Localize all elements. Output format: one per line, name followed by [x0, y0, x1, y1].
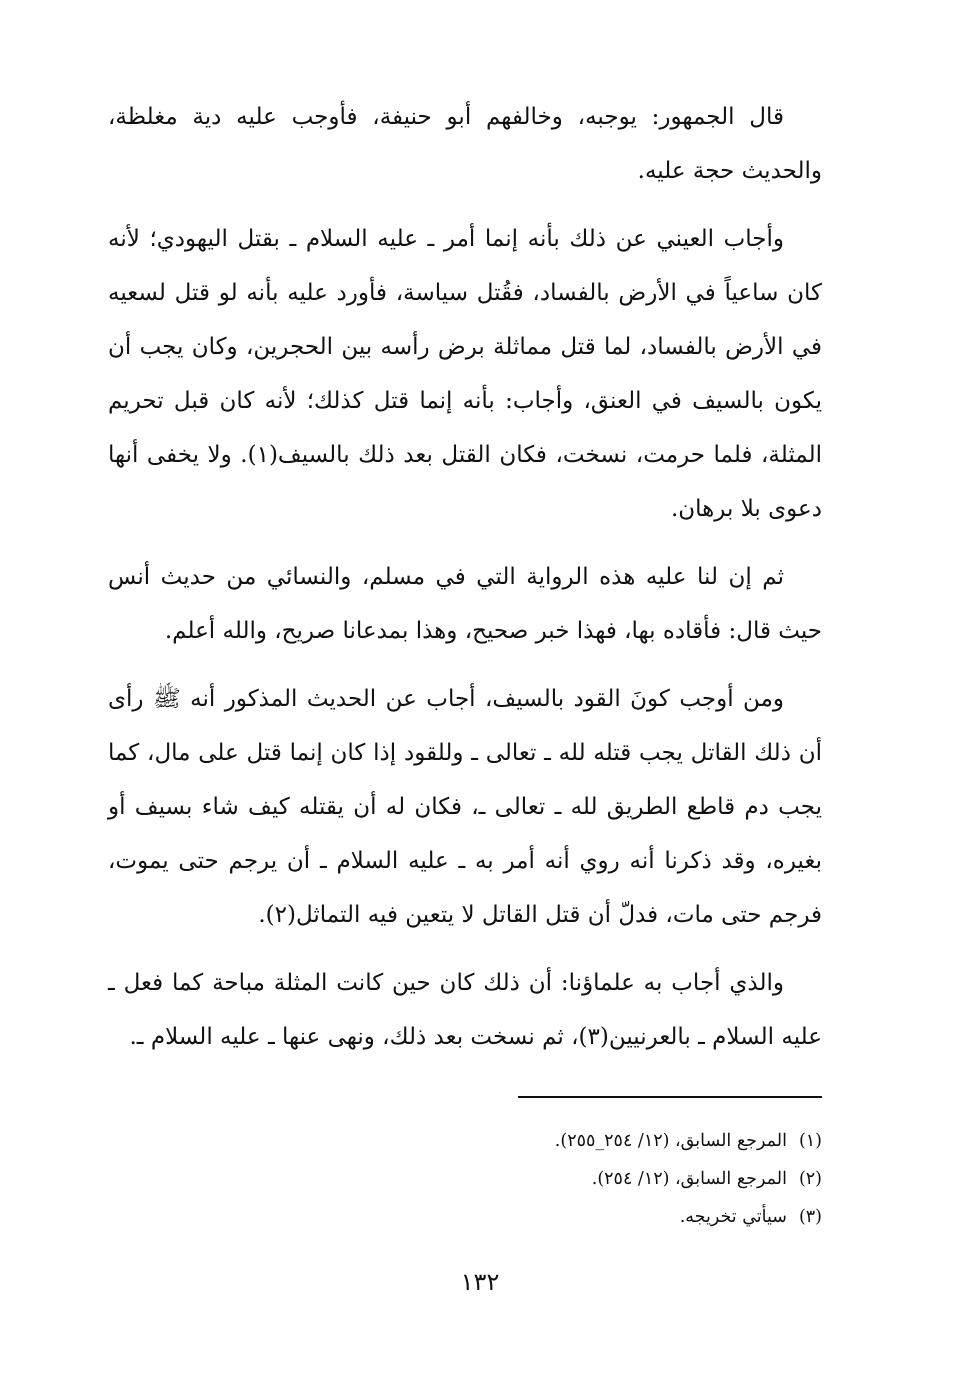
paragraph-4: ومن أوجب كونَ القود بالسيف، أجاب عن الحديث المذكور أنه ﷺ رأى أن ذلك القاتل يجب قتله لله ـ تعالى ـ وللقود إذا كان إنما قتل على مال، كما يجب دم قاطع الطريق لله ـ تعالى ـ، فكان له أن يقتله كيف شاء بسيف أو بغيره، وقد ذكرنا أنه روي أنه أمر به ـ عليه السلام ـ أن يرجم حتى يموت، فرجم حتى مات، فدلّ أن قتل القاتل لا يتعين فيه التماثل(٢).	[108, 686, 822, 928]
paragraph-3: ثم إن لنا عليه هذه الرواية التي في مسلم، والنسائي من حديث أنس حيث قال: فأقاده بها، فهذا خبر صحيح، وهذا بمدعانا صريح، والله أعلم.	[108, 564, 822, 644]
paragraph-2: وأجاب العيني عن ذلك بأنه إنما أمر ـ عليه السلام ـ بقتل اليهودي؛ لأنه كان ساعياً في الأرض بالفساد، فقُتل سياسة، فأورد عليه بأنه لو قتل لسعيه في الأرض بالفساد، لما قتل مماثلة برض رأسه بين الحجرين، وكان يجب أن يكون بالسيف في العنق، وأجاب: بأنه إنما قتل كذلك؛ لأنه كان قبل تحريم المثلة، فلما حرمت، نسخت، فكان القتل بعد ذلك بالسيف(١). ولا يخفى أنها دعوى بلا برهان.	[108, 226, 822, 522]
footnote-text: المرجع السابق، (١٢/ ٢٥٤_٢٥٥).	[554, 1131, 787, 1151]
footnote-item	[300, 1160, 822, 1198]
footnote-separator	[518, 1096, 822, 1098]
footnote-number: (١)	[798, 1131, 822, 1151]
footnote-item	[300, 1198, 822, 1236]
footnotes	[300, 1122, 822, 1236]
footnote-number: (٢)	[798, 1169, 822, 1189]
footnote-item	[300, 1122, 822, 1160]
footnote-text: المرجع السابق، (١٢/ ٢٥٤).	[591, 1169, 787, 1189]
main-text	[108, 90, 822, 1064]
footnote-number: (٣)	[798, 1207, 822, 1227]
page-number: ١٣٢	[460, 1268, 500, 1296]
paragraph-5: والذي أجاب به علماؤنا: أن ذلك كان حين كانت المثلة مباحة كما فعل ـ عليه السلام ـ بالعرنيين(٣)، ثم نسخت بعد ذلك، ونهى عنها ـ عليه السلام ـ.	[108, 970, 822, 1050]
footnote-text: سيأتي تخريجه.	[679, 1207, 787, 1227]
paragraph-1: قال الجمهور: يوجبه، وخالفهم أبو حنيفة، فأوجب عليه دية مغلظة، والحديث حجة عليه.	[108, 104, 822, 184]
